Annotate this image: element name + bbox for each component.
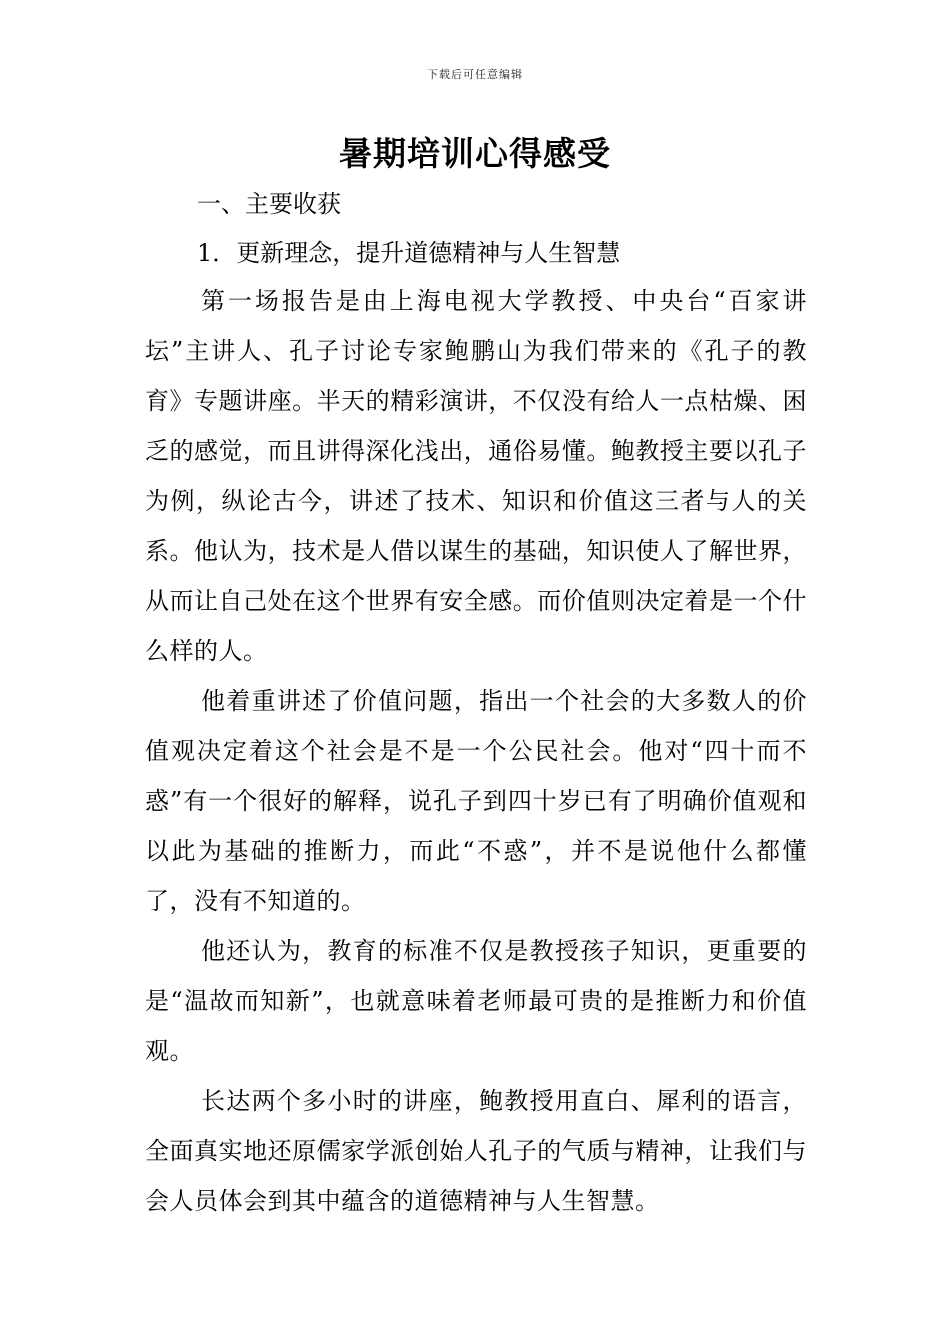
subsection-heading: 1．更新理念，提升道德精神与人生智慧 [197,239,621,267]
paragraph-2: 他着重讲述了价值问题，指出一个社会的大多数人的价值观决定着这个社会是不是一个公民社会。他对“四十而不惑”有一个很好的解释，说孔子到四十岁已有了明确价值观和以此为基础的推断力，而此“不惑”，并不是说他什么都懂了，没有不知道的。 [145,687,807,915]
header-note: 下载后可任意编辑 [427,68,523,81]
document-title: 暑期培训心得感受 [339,134,611,173]
body-text [145,276,807,1226]
paragraph-4: 长达两个多小时的讲座，鲍教授用直白、犀利的语言，全面真实地还原儒家学派创始人孔子的气质与精神，让我们与会人员体会到其中蕴含的道德精神与人生智慧。 [145,1087,807,1215]
paragraph-3: 他还认为，教育的标准不仅是教授孩子知识，更重要的是“温故而知新”，也就意味着老师最可贵的是推断力和价值观。 [145,937,807,1065]
paragraph-1: 第一场报告是由上海电视大学教授、中央台“百家讲坛”主讲人、孔子讨论专家鲍鹏山为我们带来的《孔子的教育》专题讲座。半天的精彩演讲，不仅没有给人一点枯燥、困乏的感觉，而且讲得深化浅出，通俗易懂。鲍教授主要以孔子为例，纵论古今，讲述了技术、知识和价值这三者与人的关系。他认为，技术是人借以谋生的基础，知识使人了解世界，从而让自己处在这个世界有安全感。而价值则决定着是一个什么样的人。 [145,287,807,665]
section-heading: 一、主要收获 [197,190,341,218]
